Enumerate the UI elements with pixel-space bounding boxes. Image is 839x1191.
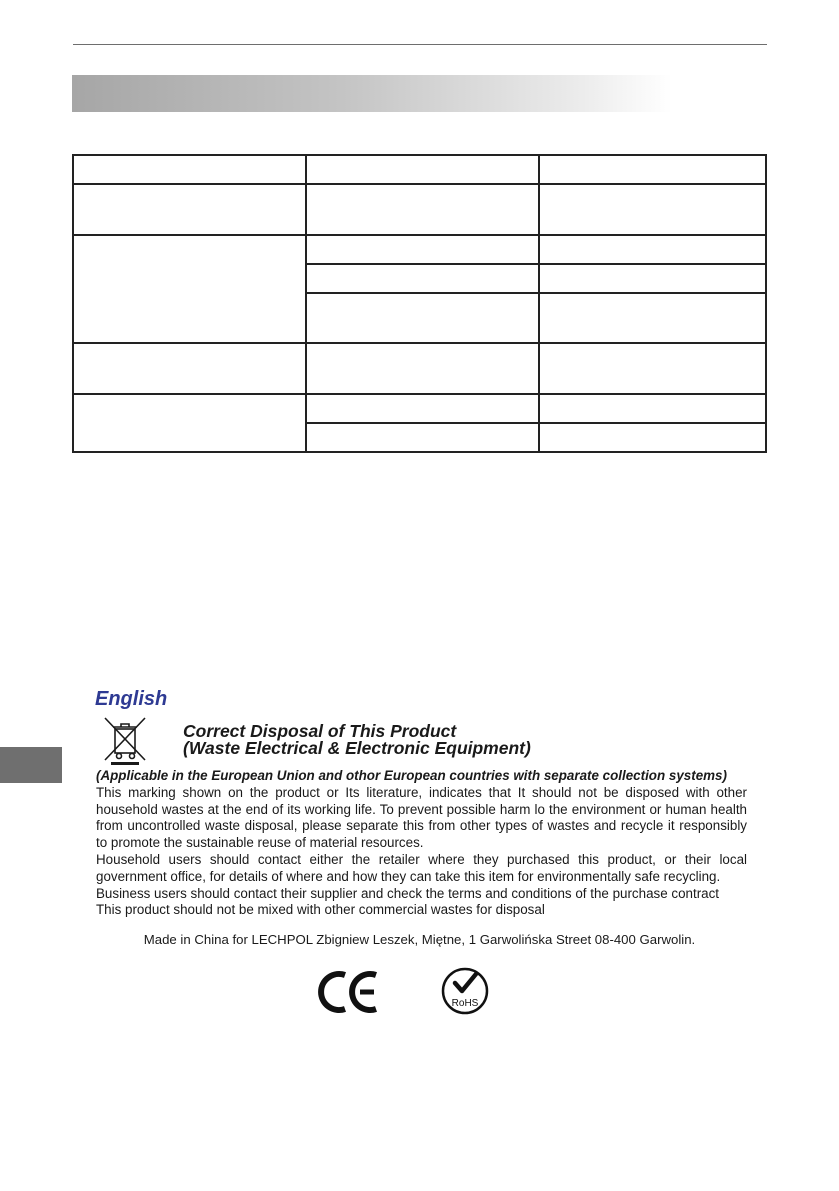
disposal-title: Correct Disposal of This Product [183, 721, 457, 741]
table-cell [73, 235, 306, 343]
side-language-tab [0, 747, 62, 783]
table-cell [306, 235, 539, 264]
table-cell [306, 264, 539, 293]
table-cell [539, 343, 766, 394]
table-cell [539, 423, 766, 452]
table-row [73, 184, 766, 235]
table-cell [73, 394, 306, 452]
table-cell [539, 184, 766, 235]
table-cell [306, 394, 539, 423]
crossed-out-wheelie-bin-icon [95, 714, 155, 766]
table-row [73, 155, 766, 184]
table-cell [539, 235, 766, 264]
table-cell [73, 184, 306, 235]
table-cell [539, 155, 766, 184]
section-header-bar [72, 75, 672, 112]
table-cell [306, 184, 539, 235]
table-cell [306, 423, 539, 452]
ce-mark-icon [318, 970, 380, 1014]
applicable-note: (Applicable in the European Union and othor European countries with separate collection systems) [96, 768, 727, 783]
disposal-paragraph: This product should not be mixed with other commercial wastes for disposal [96, 902, 545, 918]
rohs-logo-text: RoHS [451, 998, 479, 1009]
table-row [73, 394, 766, 423]
language-label: English [95, 688, 168, 710]
disposal-body [96, 768, 747, 919]
spec-table [72, 154, 767, 453]
table-cell [539, 264, 766, 293]
disposal-subtitle: (Waste Electrical & Electronic Equipment) [183, 738, 531, 758]
table-cell [306, 293, 539, 343]
header-rule [73, 44, 767, 45]
manufacturer-note: Made in China for LECHPOL Zbigniew Leszek, Miętne, 1 Garwolińska Street 08-400 Garwolin. [143, 932, 696, 947]
disposal-paragraph: Business users should contact their supplier and check the terms and conditions of the purchase contract [96, 885, 720, 901]
rohs-check-icon [440, 966, 490, 1016]
table-row [73, 235, 766, 264]
table-cell [306, 155, 539, 184]
disposal-paragraph: Household users should contact either the retailer where they purchased this product, or their local government office, for details of where and how they can take this item for environmentally safe recycling. [96, 851, 747, 884]
table-cell [539, 394, 766, 423]
table-cell [73, 343, 306, 394]
table-cell [73, 155, 306, 184]
table-cell [539, 293, 766, 343]
table-cell [306, 343, 539, 394]
disposal-paragraph: This marking shown on the product or Its literature, indicates that It should not be disposed with other household wastes at the end of its working life. To prevent possible harm lo the environment or human health from uncontrolled waste disposal, please separate this from other types of wastes and recycle it responsibly to promote the sustainable reuse of material resources. [96, 784, 747, 851]
table-row [73, 343, 766, 394]
